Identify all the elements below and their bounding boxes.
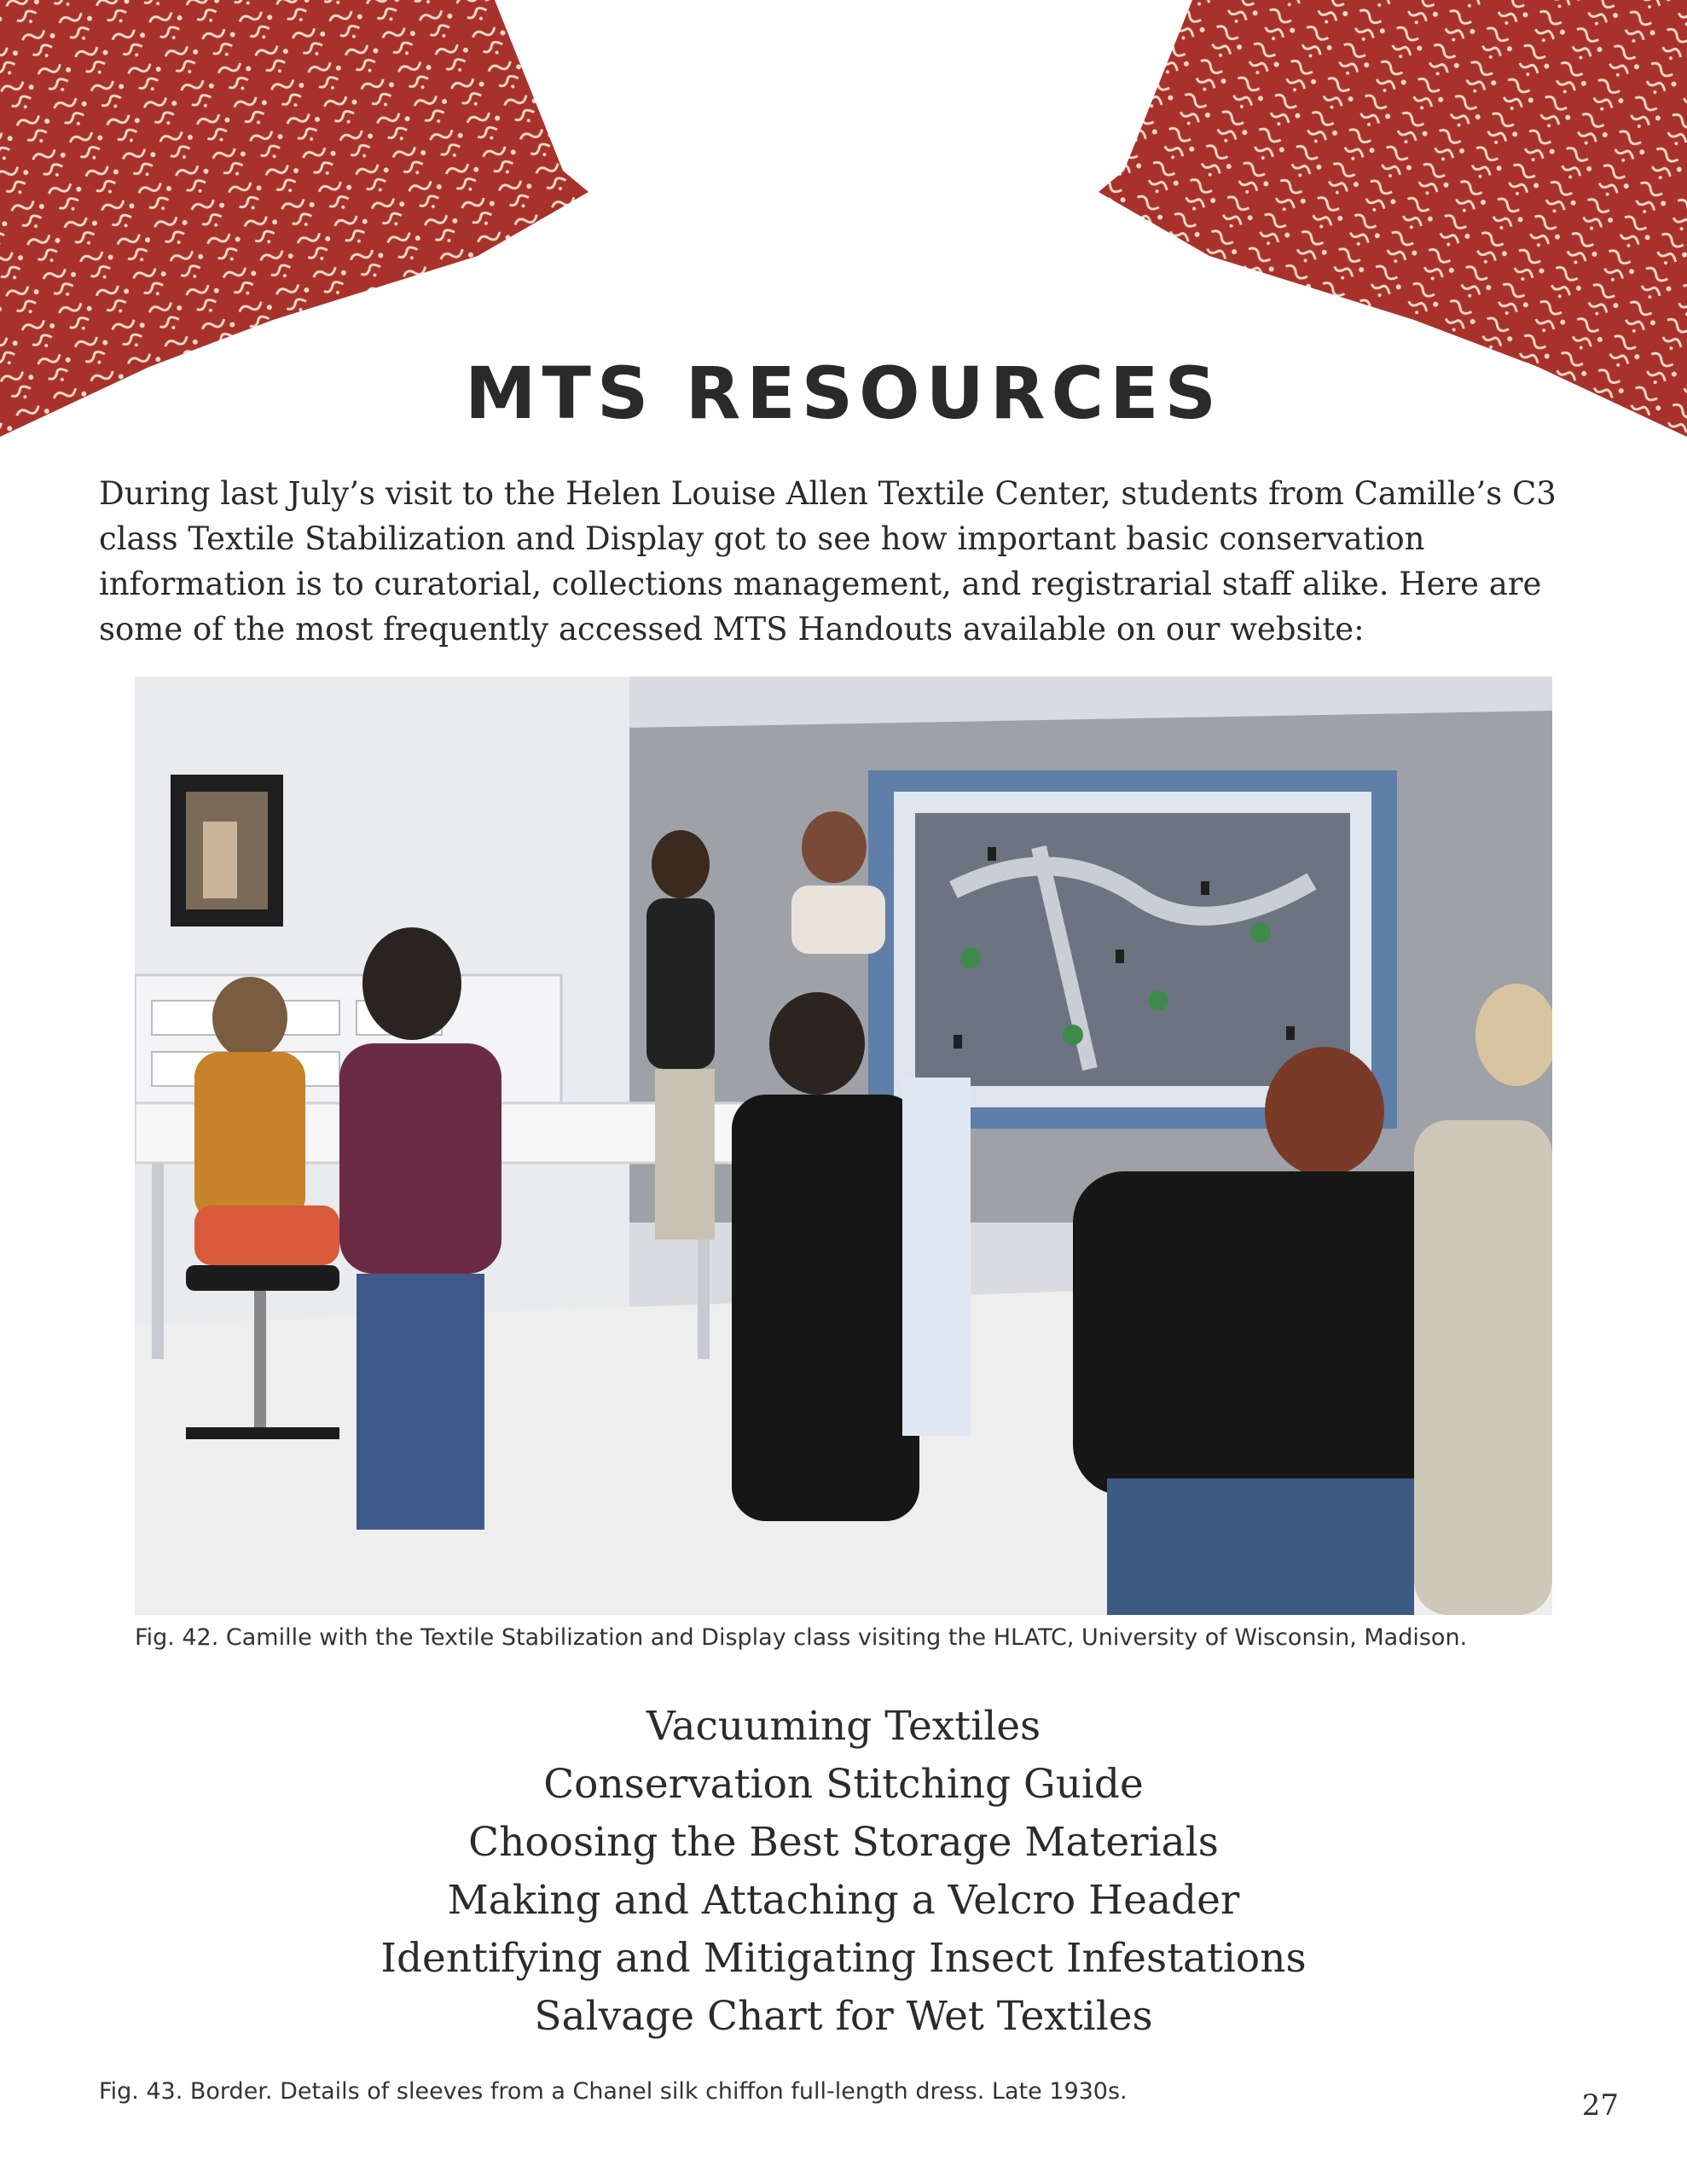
resource-storage-materials[interactable]: Choosing the Best Storage Materials bbox=[468, 1819, 1219, 1866]
page-title: MTS RESOURCES bbox=[464, 351, 1222, 435]
resource-salvage-chart[interactable]: Salvage Chart for Wet Textiles bbox=[534, 1993, 1153, 2040]
resource-conservation-stitching-guide[interactable]: Conservation Stitching Guide bbox=[543, 1761, 1144, 1808]
photo-caption: Fig. 42. Camille with the Textile Stabilization and Display class visiting the HLATC, University of Wisconsin, Madison. bbox=[135, 1624, 1468, 1651]
class-visit-photo bbox=[135, 677, 1552, 1615]
resource-vacuuming-textiles[interactable]: Vacuuming Textiles bbox=[646, 1703, 1041, 1750]
page-number: 27 bbox=[1581, 2088, 1619, 2123]
intro-paragraph: During last July’s visit to the Helen Louise Allen Textile Center, students from Camille’s C3 class Textile Stabilization and Display got to see how important basic conservation information is to curatorial, collections management, and registrarial staff alike. Here are some of the most frequently accessed MTS Handouts available on our website: bbox=[99, 475, 1557, 648]
resource-list bbox=[0, 1698, 1687, 2046]
border-caption: Fig. 43. Border. Details of sleeves from a Chanel silk chiffon full-length dress. Late 1930s. bbox=[99, 2078, 1128, 2105]
resource-insect-infestations[interactable]: Identifying and Mitigating Insect Infestations bbox=[380, 1935, 1307, 1982]
resource-velcro-header[interactable]: Making and Attaching a Velcro Header bbox=[447, 1877, 1240, 1924]
